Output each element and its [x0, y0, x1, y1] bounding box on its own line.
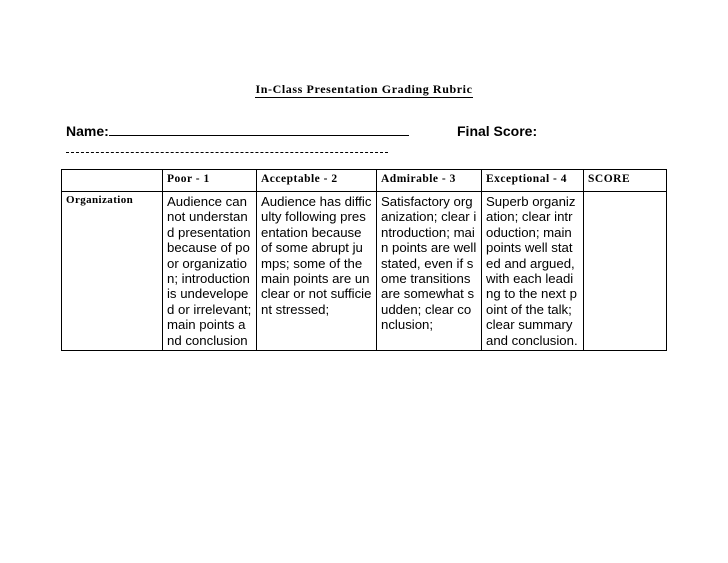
poor-cell: Audience cannot understand presentation because of poor organization; introduction is undeveloped or irrelevant; main points and conclusion — [163, 192, 257, 351]
header-score: SCORE — [584, 170, 667, 192]
header-poor: Poor - 1 — [163, 170, 257, 192]
header-admirable: Admirable - 3 — [377, 170, 482, 192]
name-field[interactable] — [66, 123, 409, 139]
admirable-cell: Satisfactory organization; clear introduction; main points are well stated, even if some transitions are somewhat sudden; clear conclusion; — [377, 192, 482, 351]
header-exceptional: Exceptional - 4 — [482, 170, 584, 192]
acceptable-cell: Audience has difficulty following presentation because of some abrupt jumps; some of the main points are unclear or not sufficient stressed; — [257, 192, 377, 351]
name-blank-line — [109, 134, 409, 136]
final-score-label: Final Score: — [457, 123, 538, 139]
exceptional-cell: Superb organization; clear introduction; main points well stated and argued, with each leading to the next point of the talk; clear summary and conclusion. — [482, 192, 584, 351]
header-criterion — [62, 170, 163, 192]
grading-rubric-table — [61, 169, 667, 351]
document-title-text: In-Class Presentation Grading Rubric — [255, 82, 473, 96]
criterion-cell: Organization — [62, 192, 163, 351]
header-acceptable: Acceptable - 2 — [257, 170, 377, 192]
name-label: Name: — [66, 123, 109, 139]
document-title — [0, 82, 728, 97]
header-row — [62, 170, 667, 192]
score-cell[interactable] — [584, 192, 667, 351]
name-continuation-line — [66, 152, 388, 153]
table-row — [62, 192, 667, 351]
